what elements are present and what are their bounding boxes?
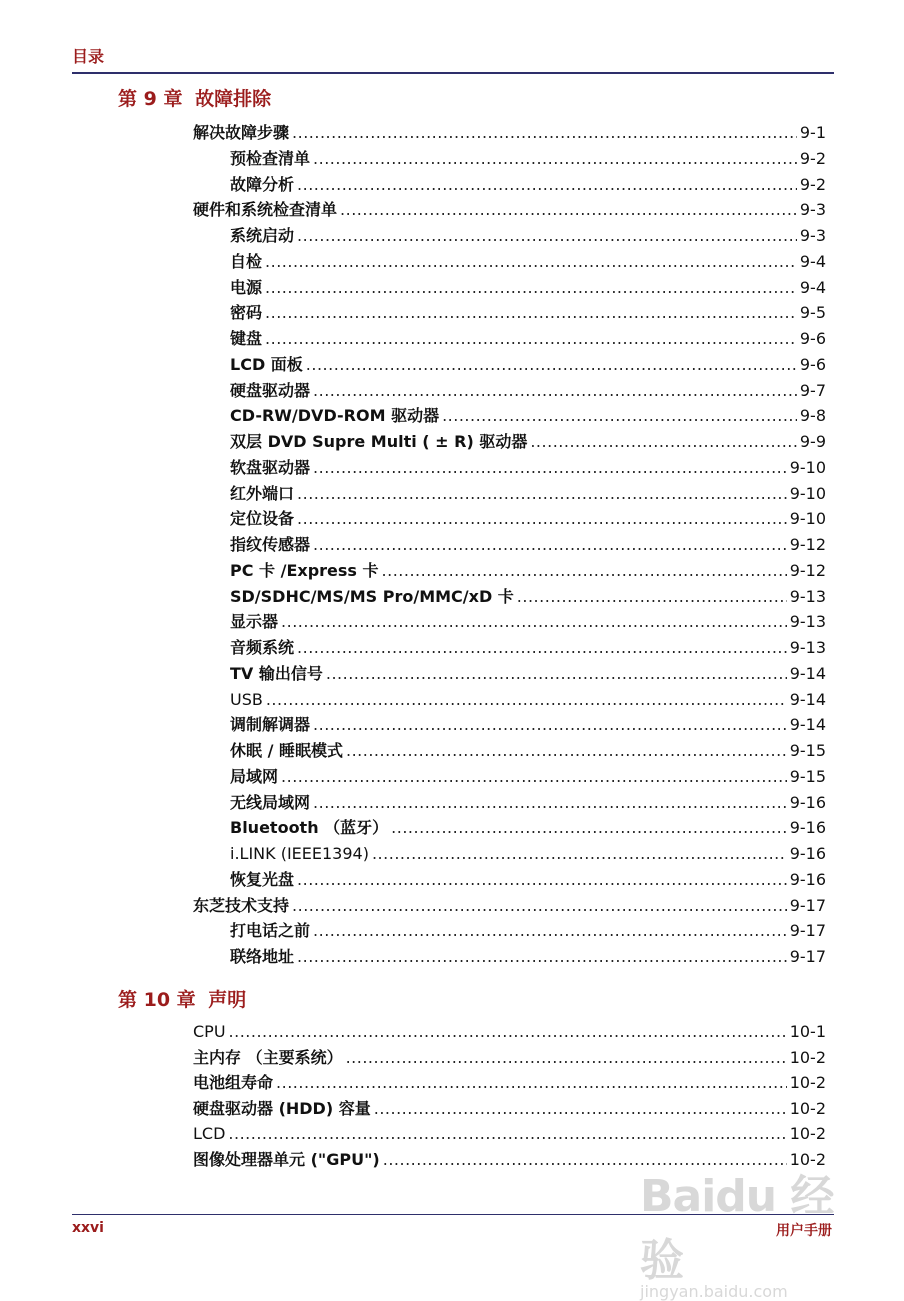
header-rule [72,72,834,74]
toc-leader-dots [517,585,787,609]
toc-entry[interactable] [193,1097,826,1121]
toc-leader-dots [265,250,797,274]
toc-entry-title: LCD [193,1124,226,1143]
toc-leader-dots [382,559,787,583]
toc-leader-dots [326,662,787,686]
toc-entry-title: 解决故障步骤 [193,123,290,142]
toc-entry[interactable] [193,894,826,918]
toc-entry-page: 10-2 [789,1098,826,1118]
toc-entry[interactable] [230,430,826,454]
toc-entry-title: 故障分析 [230,174,295,194]
toc-leader-dots [229,1020,787,1044]
toc-entry-title: 音频系统 [230,638,295,657]
chapter-heading [118,84,271,111]
toc-entry-title: 键盘 [230,329,263,348]
toc-entry-page: 9-4 [799,277,826,297]
footer-manual-title: 用户手册 [776,1223,832,1239]
toc-entry[interactable] [230,301,826,325]
toc-leader-dots [313,791,787,815]
toc-leader-dots [265,301,797,325]
toc-entry-title: 系统启动 [230,226,295,245]
toc-entry[interactable] [230,147,826,171]
toc-entry-page: 9-5 [799,303,826,323]
toc-entry[interactable] [230,816,826,840]
toc-entry[interactable] [230,353,826,377]
toc-entry-title: 双层 DVD Supre Multi ( ± R) 驱动器 [230,432,528,451]
toc-leader-dots [313,713,787,737]
toc-entry[interactable] [230,919,826,943]
toc-entry[interactable] [230,842,826,866]
toc-leader-dots [297,482,787,506]
toc-entry[interactable] [230,250,826,274]
toc-leader-dots [530,430,797,454]
toc-entry-title: 电池组寿命 [193,1073,274,1092]
toc-leader-dots [292,894,787,918]
toc-entry[interactable] [230,224,826,248]
toc-entry-title: 红外端口 [230,483,295,503]
toc-leader-dots [313,533,787,557]
toc-entry[interactable] [230,739,826,763]
toc-entry[interactable] [193,1122,826,1146]
toc-entry[interactable] [230,276,826,300]
toc-leader-dots [297,636,787,660]
toc-entry-page: 9-15 [789,741,826,760]
toc-entry[interactable] [230,662,826,686]
toc-entry[interactable] [230,507,826,531]
chapter-number: 第 10 章 [118,989,196,1011]
toc-entry-page: 9-12 [789,560,826,580]
toc-entry-page: 9-2 [799,148,826,168]
toc-leader-dots [346,739,787,763]
toc-entry-page: 10-2 [789,1149,826,1169]
toc-entry-page: 9-14 [789,715,826,735]
toc-leader-dots [297,868,787,892]
toc-entry[interactable] [230,791,826,815]
toc-entry[interactable] [193,121,826,145]
toc-entry-page: 9-3 [799,226,826,245]
toc-entry-page: 9-8 [799,406,826,426]
toc-entry-page: 9-10 [789,509,826,529]
toc-leader-dots [374,1097,787,1121]
toc-entry-title: 硬盘驱动器 [230,380,311,400]
footer-page-number: xxvi [72,1220,104,1236]
toc-entry-title: 东芝技术支持 [193,895,290,915]
toc-leader-dots [297,224,797,248]
toc-entry-title: 硬件和系统检查清单 [193,200,338,220]
toc-entry[interactable] [230,868,826,892]
toc-entry[interactable] [230,559,826,583]
toc-leader-dots [313,456,787,480]
toc-entry-title: 无线局域网 [230,792,311,812]
toc-entry-page: 9-1 [799,123,826,142]
chapter-title: 故障排除 [195,88,272,110]
toc-entry-title: SD/SDHC/MS/MS Pro/MMC/xD 卡 [230,586,514,606]
toc-entry-title: 自检 [230,251,263,271]
toc-entry-title: 软盘驱动器 [230,457,311,477]
toc-entry-title: 局域网 [230,766,279,786]
toc-leader-dots [281,610,787,634]
toc-entry-title: 预检查清单 [230,148,311,168]
toc-entry-title: 恢复光盘 [230,869,295,889]
toc-entry[interactable] [230,585,826,609]
chapter-title: 声明 [208,989,247,1011]
toc-entry-title: 定位设备 [230,509,295,529]
toc-entry[interactable] [230,945,826,969]
toc-entry-title: 联络地址 [230,947,295,966]
toc-entry-page: 10-1 [789,1022,826,1041]
toc-entry[interactable] [193,1046,826,1070]
toc-entry-page: 9-3 [799,200,826,220]
toc-leader-dots [313,147,797,171]
toc-leader-dots [306,353,797,377]
toc-leader-dots [281,765,787,789]
toc-leader-dots [265,276,797,300]
watermark-url: jingyan.baidu.com [640,1282,788,1301]
toc-entry-title: Bluetooth （蓝牙） [230,818,389,838]
toc-entry-page: 10-2 [789,1073,826,1092]
toc-entry[interactable] [230,379,826,403]
toc-entry[interactable] [193,1148,826,1172]
toc-leader-dots [297,507,787,531]
toc-leader-dots [297,173,797,197]
toc-leader-dots [346,1046,787,1070]
toc-entry-page: 9-13 [789,612,826,632]
toc-leader-dots [266,688,787,712]
baidu-watermark [640,1160,870,1301]
toc-leader-dots [313,919,787,943]
toc-entry-page: 9-13 [789,586,826,606]
toc-entry-page: 9-9 [799,432,826,451]
toc-entry[interactable] [230,610,826,634]
toc-leader-dots [228,1122,786,1146]
toc-entry-page: 10-2 [789,1124,826,1143]
toc-leader-dots [391,816,787,840]
toc-entry-page: 9-16 [789,818,826,838]
toc-entry-page: 9-17 [789,895,826,915]
toc-entry[interactable] [230,636,826,660]
toc-entry-title: 指纹传感器 [230,535,311,554]
toc-entry-page: 9-6 [799,354,826,374]
toc-entry[interactable] [230,533,826,557]
toc-leader-dots [265,327,797,351]
toc-leader-dots [383,1148,787,1172]
toc-leader-dots [297,945,787,969]
toc-entry[interactable] [230,456,826,480]
toc-entry[interactable] [193,1020,826,1044]
toc-entry-title: 主内存 （主要系统） [193,1047,343,1067]
toc-entry-title: 硬盘驱动器 (HDD) 容量 [193,1098,371,1118]
toc-entry-page: 9-6 [799,329,826,348]
toc-entry[interactable] [230,688,826,712]
toc-entry[interactable] [230,404,826,428]
toc-entry-page: 10-2 [789,1047,826,1067]
toc-entry-title: LCD 面板 [230,354,303,374]
toc-entry-title: 打电话之前 [230,921,311,941]
toc-entry-page: 9-10 [789,457,826,477]
toc-entry[interactable] [230,482,826,506]
toc-entry[interactable] [193,198,826,222]
toc-entry-page: 9-16 [789,869,826,889]
chapter-heading [118,985,246,1012]
toc-entry-page: 9-7 [799,380,826,400]
toc-leader-dots [340,198,797,222]
watermark-logo: Baidu 经验 [640,1171,834,1286]
toc-entry-title: 显示器 [230,612,279,632]
toc-entry-title: PC 卡 /Express 卡 [230,560,379,580]
toc-entry-title: CPU [193,1022,226,1041]
footer-rule [72,1214,834,1215]
toc-leader-dots [442,404,797,428]
toc-entry-page: 9-14 [789,663,826,683]
toc-entry-title: 图像处理器单元 ("GPU") [193,1149,380,1169]
toc-entry-title: TV 输出信号 [230,663,323,683]
toc-entry[interactable] [230,327,826,351]
toc-entry-page: 9-15 [789,766,826,786]
toc-entry-title: 电源 [230,277,263,297]
toc-entry-page: 9-14 [789,689,826,709]
toc-leader-dots [292,121,797,145]
toc-entry-title: USB [230,689,263,709]
toc-entry-page: 9-4 [799,251,826,271]
toc-entry[interactable] [193,1071,826,1095]
toc-entry-title: 调制解调器 [230,715,311,735]
toc-entry-title: CD-RW/DVD-ROM 驱动器 [230,406,440,426]
toc-entry-page: 9-10 [789,483,826,503]
toc-entry-page: 9-17 [789,921,826,941]
toc-entry[interactable] [230,765,826,789]
toc-entry-page: 9-13 [789,638,826,657]
toc-entry-title: 休眠 / 睡眠模式 [230,741,343,760]
toc-entry-page: 9-2 [799,174,826,194]
toc-leader-dots [276,1071,787,1095]
toc-leader-dots [313,379,797,403]
chapter-number: 第 9 章 [118,88,183,110]
toc-entry-page: 9-16 [789,792,826,812]
header-title: 目录 [72,47,105,66]
toc-entry[interactable] [230,173,826,197]
toc-entry-title: i.LINK (IEEE1394) [230,844,369,863]
toc-entry-page: 9-12 [789,535,826,554]
toc-entry-title: 密码 [230,303,263,323]
toc-entry[interactable] [230,713,826,737]
toc-entry-page: 9-17 [789,947,826,966]
toc-leader-dots [372,842,787,866]
toc-entry-page: 9-16 [789,844,826,863]
